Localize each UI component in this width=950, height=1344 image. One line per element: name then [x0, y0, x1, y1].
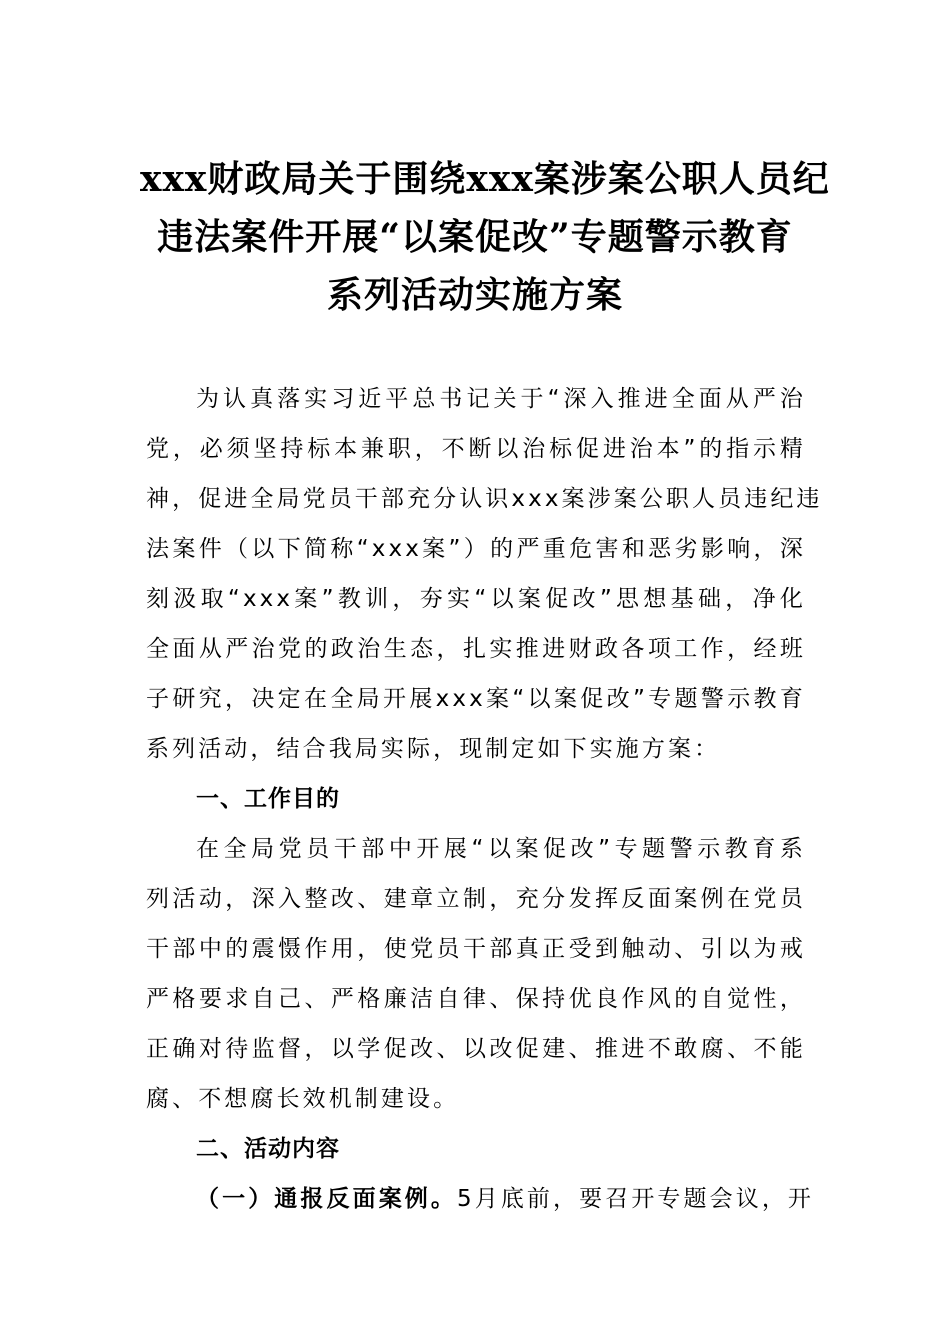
document-body [146, 374, 823, 1224]
item-heading: （一）通报反面案例。 [196, 1186, 457, 1212]
text-line [146, 1174, 815, 1224]
text-line: 干部中的震慑作用，使党员干部真正受到触动、引以为戒 [146, 936, 806, 962]
title-line: 违法案件开展“以案促改”专题警示教育 [157, 216, 793, 258]
section2-item1 [146, 1174, 815, 1224]
section1-paragraph [146, 824, 806, 1124]
text-line: 神，促进全局党员干部充分认识xxx案涉案公职人员违纪违 [146, 486, 823, 512]
text-line: 腐、不想腐长效机制建设。 [146, 1086, 460, 1112]
intro-paragraph [146, 374, 823, 774]
text-line: 正确对待监督，以学促改、以改促建、推进不敢腐、不能 [146, 1036, 806, 1062]
item-text: 5月底前，要召开专题会议，开 [457, 1186, 815, 1212]
text-line: 严格要求自己、严格廉洁自律、保持优良作风的自觉性， [146, 986, 806, 1012]
title-line: 系列活动实施方案 [326, 274, 623, 316]
title-line: xxx财政局关于围绕xxx案涉案公职人员纪 [140, 158, 830, 200]
text-line: 列活动，深入整改、建章立制，充分发挥反面案例在党员 [146, 886, 806, 912]
text-line: 刻汲取“xxx案”教训，夯实“以案促改”思想基础，净化 [146, 586, 806, 612]
text-line: 在全局党员干部中开展“以案促改”专题警示教育系 [196, 836, 806, 862]
section-heading: 二、活动内容 [196, 1136, 340, 1162]
text-line: 为认真落实习近平总书记关于“深入推进全面从严治 [196, 386, 806, 412]
text-line: 全面从严治党的政治生态，扎实推进财政各项工作，经班 [146, 636, 806, 662]
text-line: 子研究，决定在全局开展xxx案“以案促改”专题警示教育 [146, 686, 806, 712]
section-heading: 一、工作目的 [196, 786, 340, 812]
text-line: 党，必须坚持标本兼职，不断以治标促进治本”的指示精 [146, 436, 806, 462]
text-line: 系列活动，结合我局实际，现制定如下实施方案： [146, 736, 721, 762]
text-line: 法案件（以下简称“xxx案”）的严重危害和恶劣影响，深 [146, 536, 806, 562]
document-title [140, 150, 830, 324]
